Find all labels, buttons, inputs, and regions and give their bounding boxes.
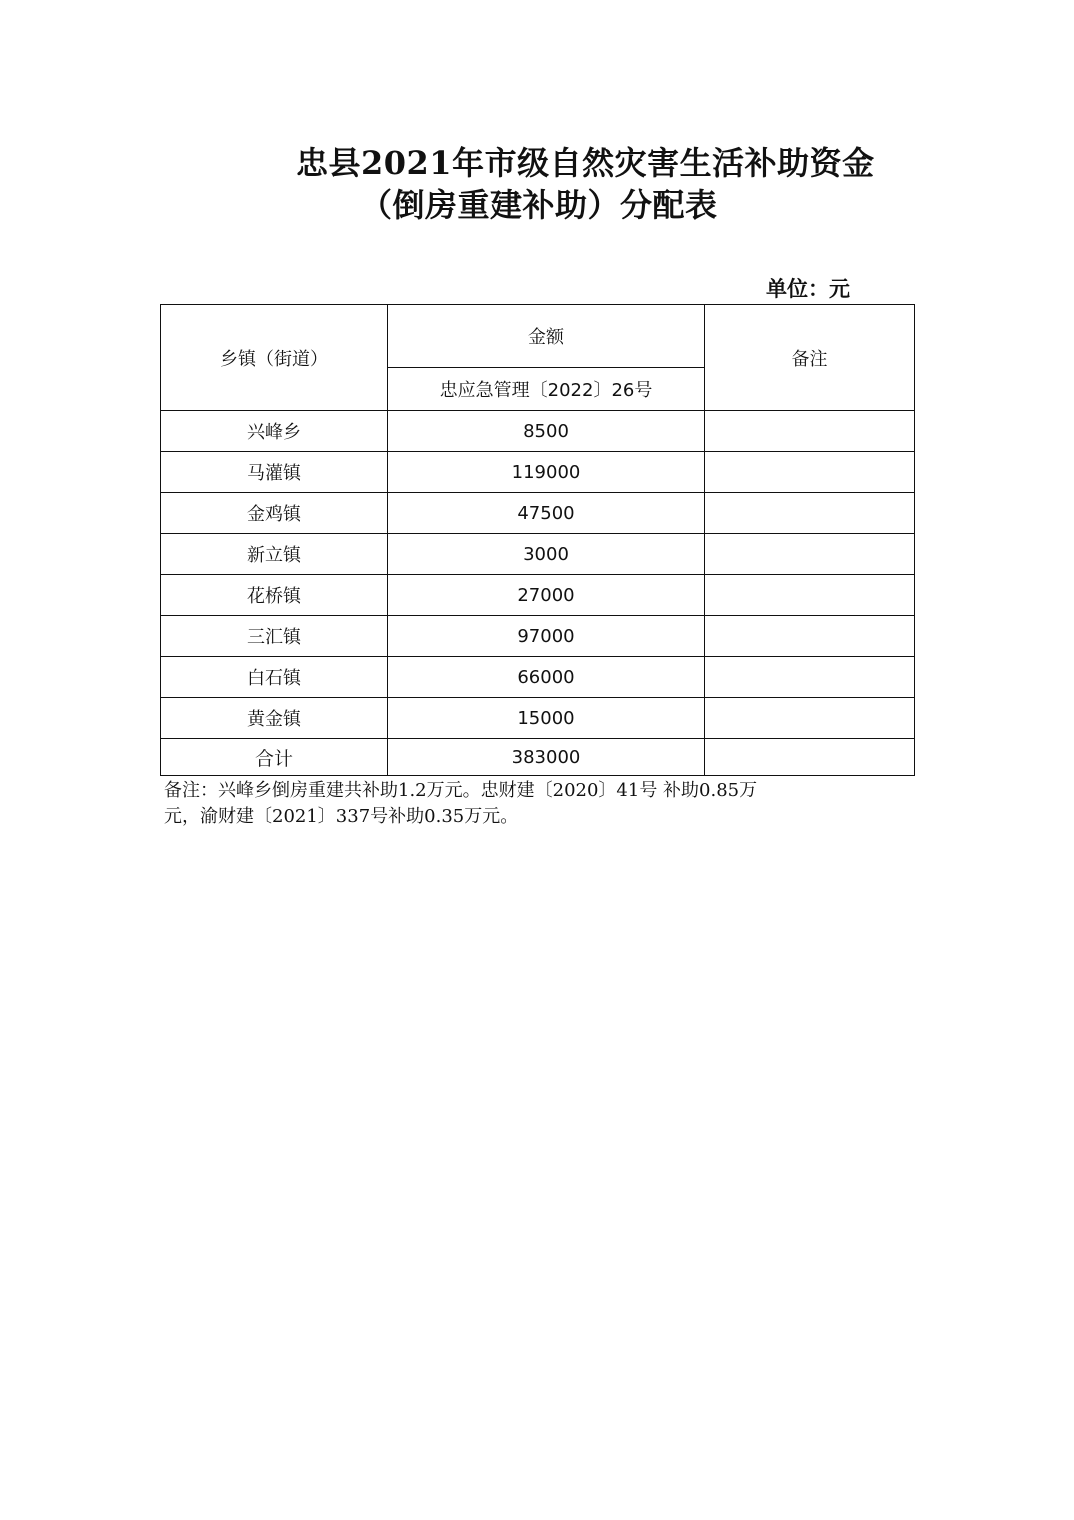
remark-cell (705, 493, 915, 534)
table-row (161, 575, 915, 616)
remark-cell (705, 452, 915, 493)
table-row (161, 534, 915, 575)
remark-cell (705, 575, 915, 616)
remark-cell (705, 698, 915, 739)
table-row (161, 698, 915, 739)
amount-cell: 3000 (388, 534, 705, 575)
allocation-table (160, 304, 915, 776)
town-cell: 金鸡镇 (161, 493, 388, 534)
amount-cell: 8500 (388, 411, 705, 452)
amount-cell: 119000 (388, 452, 705, 493)
amount-cell: 27000 (388, 575, 705, 616)
town-cell: 三汇镇 (161, 616, 388, 657)
remark-cell (705, 657, 915, 698)
remark-cell (705, 411, 915, 452)
table-row (161, 452, 915, 493)
footnote-line-1: 备注：兴峰乡倒房重建共补助1.2万元。忠财建〔2020〕41号 补助0.85万 (164, 780, 758, 801)
header-town: 乡镇（街道） (161, 305, 388, 411)
amount-cell: 97000 (388, 616, 705, 657)
header-amount-document: 忠应急管理〔2022〕26号 (388, 368, 705, 411)
header-amount: 金额 (388, 305, 705, 368)
town-cell: 花桥镇 (161, 575, 388, 616)
table-row (161, 493, 915, 534)
total-remark (705, 739, 915, 776)
table-row (161, 616, 915, 657)
town-cell: 新立镇 (161, 534, 388, 575)
footnote (164, 778, 864, 830)
footnote-line-2: 元，渝财建〔2021〕337号补助0.35万元。 (164, 806, 519, 827)
unit-label: 单位：元 (766, 276, 850, 301)
town-cell: 白石镇 (161, 657, 388, 698)
page-title: 忠县2021年市级自然灾害生活补助资金 (296, 144, 875, 182)
header-remark: 备注 (705, 305, 915, 411)
town-cell: 马灌镇 (161, 452, 388, 493)
table-header-row (161, 305, 915, 368)
town-cell: 黄金镇 (161, 698, 388, 739)
remark-cell (705, 534, 915, 575)
page-subtitle: （倒房重建补助）分配表 (360, 186, 718, 224)
total-label: 合计 (161, 739, 388, 776)
table-row (161, 411, 915, 452)
total-row (161, 739, 915, 776)
total-amount: 383000 (388, 739, 705, 776)
town-cell: 兴峰乡 (161, 411, 388, 452)
table-row (161, 657, 915, 698)
amount-cell: 66000 (388, 657, 705, 698)
amount-cell: 47500 (388, 493, 705, 534)
amount-cell: 15000 (388, 698, 705, 739)
remark-cell (705, 616, 915, 657)
